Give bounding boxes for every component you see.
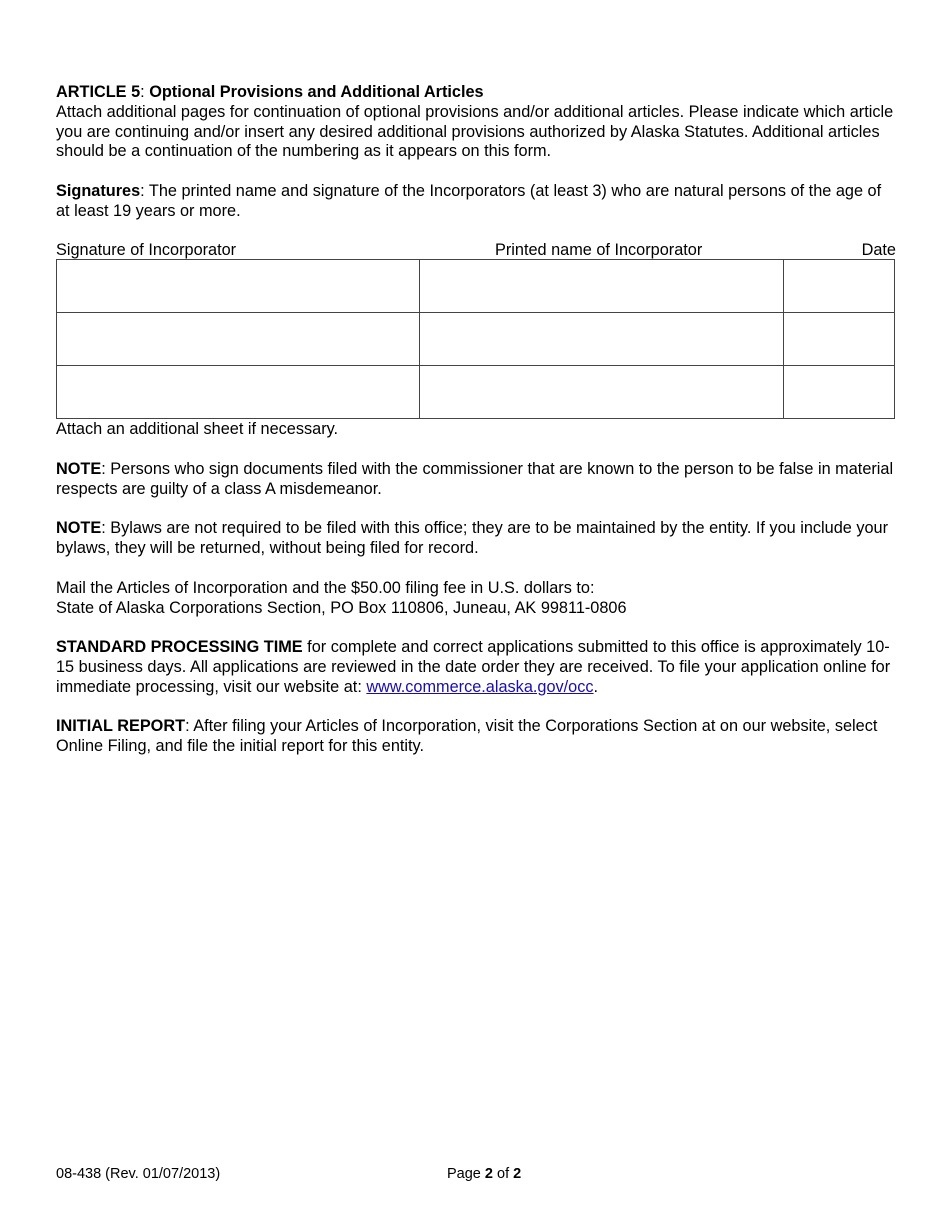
- table-row: [57, 260, 895, 313]
- page-current: 2: [484, 1166, 493, 1182]
- commerce-website-link[interactable]: www.commerce.alaska.gov/occ: [366, 677, 594, 696]
- note2-body: : Bylaws are not required to be filed with this office; they are to be maintained by the entity. If you include your bylaws, they will be returned, without being filed for record.: [56, 519, 888, 558]
- signatures-body: : The printed name and signature of the Incorporators (at least 3) who are natural persons of the age of at least 19 years or more.: [56, 181, 882, 220]
- col-signature-header: Signature of Incorporator: [56, 241, 237, 260]
- mail-line2: State of Alaska Corporations Section, PO Box 110806, Juneau, AK 99811-0806: [56, 598, 627, 617]
- form-number: 08-438 (Rev. 01/07/2013): [56, 1166, 221, 1182]
- processing-label: STANDARD PROCESSING TIME: [56, 638, 303, 657]
- article5-title: Optional Provisions and Additional Articles: [149, 83, 484, 101]
- printed-name-cell[interactable]: [420, 260, 784, 313]
- initial-report-body: : After filing your Articles of Incorporation, visit the Corporations Section at on our website, select Online Filing, and file the initial report for this entity.: [56, 717, 878, 756]
- processing-body: for complete and correct applications submitted to this office is approximately 10-15 business days. All applications are reviewed in the date order they are received. To file your application online for immediate processing, visit our website at:: [56, 638, 891, 696]
- page-total: 2: [513, 1166, 522, 1182]
- signature-cell[interactable]: [57, 313, 420, 366]
- article5-label: ARTICLE 5: [56, 83, 141, 101]
- page-indicator: [447, 1165, 521, 1185]
- signatures-label: Signatures: [56, 181, 141, 200]
- signature-table: [56, 259, 895, 419]
- article5-heading: ARTICLE 5: Optional Provisions and Additional Articles: [56, 83, 484, 101]
- page-prefix: Page: [447, 1166, 485, 1182]
- table-row: [57, 366, 895, 419]
- signature-cell[interactable]: [57, 366, 420, 419]
- mail-line1: Mail the Articles of Incorporation and the $50.00 filing fee in U.S. dollars to:: [56, 578, 595, 597]
- printed-name-cell[interactable]: [420, 313, 784, 366]
- date-cell[interactable]: [784, 366, 895, 419]
- table-row: [57, 313, 895, 366]
- processing-end: .: [593, 677, 599, 696]
- col-printed-name-header: Printed name of Incorporator: [495, 241, 703, 260]
- attach-note: Attach an additional sheet if necessary.: [56, 420, 339, 439]
- printed-name-cell[interactable]: [420, 366, 784, 419]
- form-page: [56, 83, 896, 757]
- col-date-header: Date: [861, 241, 896, 260]
- initial-report-paragraph: [56, 717, 896, 757]
- article5-body: Attach additional pages for continuation of optional provisions and/or additional articles. Please indicate which article you are continuing and/or insert any desired additional provisions authorized by Alaska Statutes. Additional articles should be a continuation of the numbering as it appears on this form.: [56, 102, 894, 161]
- date-cell[interactable]: [784, 313, 895, 366]
- note1-paragraph: [56, 460, 896, 500]
- note2-paragraph: [56, 519, 896, 559]
- processing-paragraph: [56, 638, 896, 697]
- date-cell[interactable]: [784, 260, 895, 313]
- page-mid: of: [492, 1166, 514, 1182]
- signature-table-header: [56, 241, 896, 261]
- signature-cell[interactable]: [57, 260, 420, 313]
- note1-label: NOTE: [56, 459, 102, 478]
- initial-report-label: INITIAL REPORT: [56, 717, 186, 736]
- note1-body: : Persons who sign documents filed with the commissioner that are known to the person to be false in material respects are guilty of a class A misdemeanor.: [56, 459, 894, 498]
- note2-label: NOTE: [56, 519, 102, 538]
- signatures-paragraph: [56, 182, 896, 222]
